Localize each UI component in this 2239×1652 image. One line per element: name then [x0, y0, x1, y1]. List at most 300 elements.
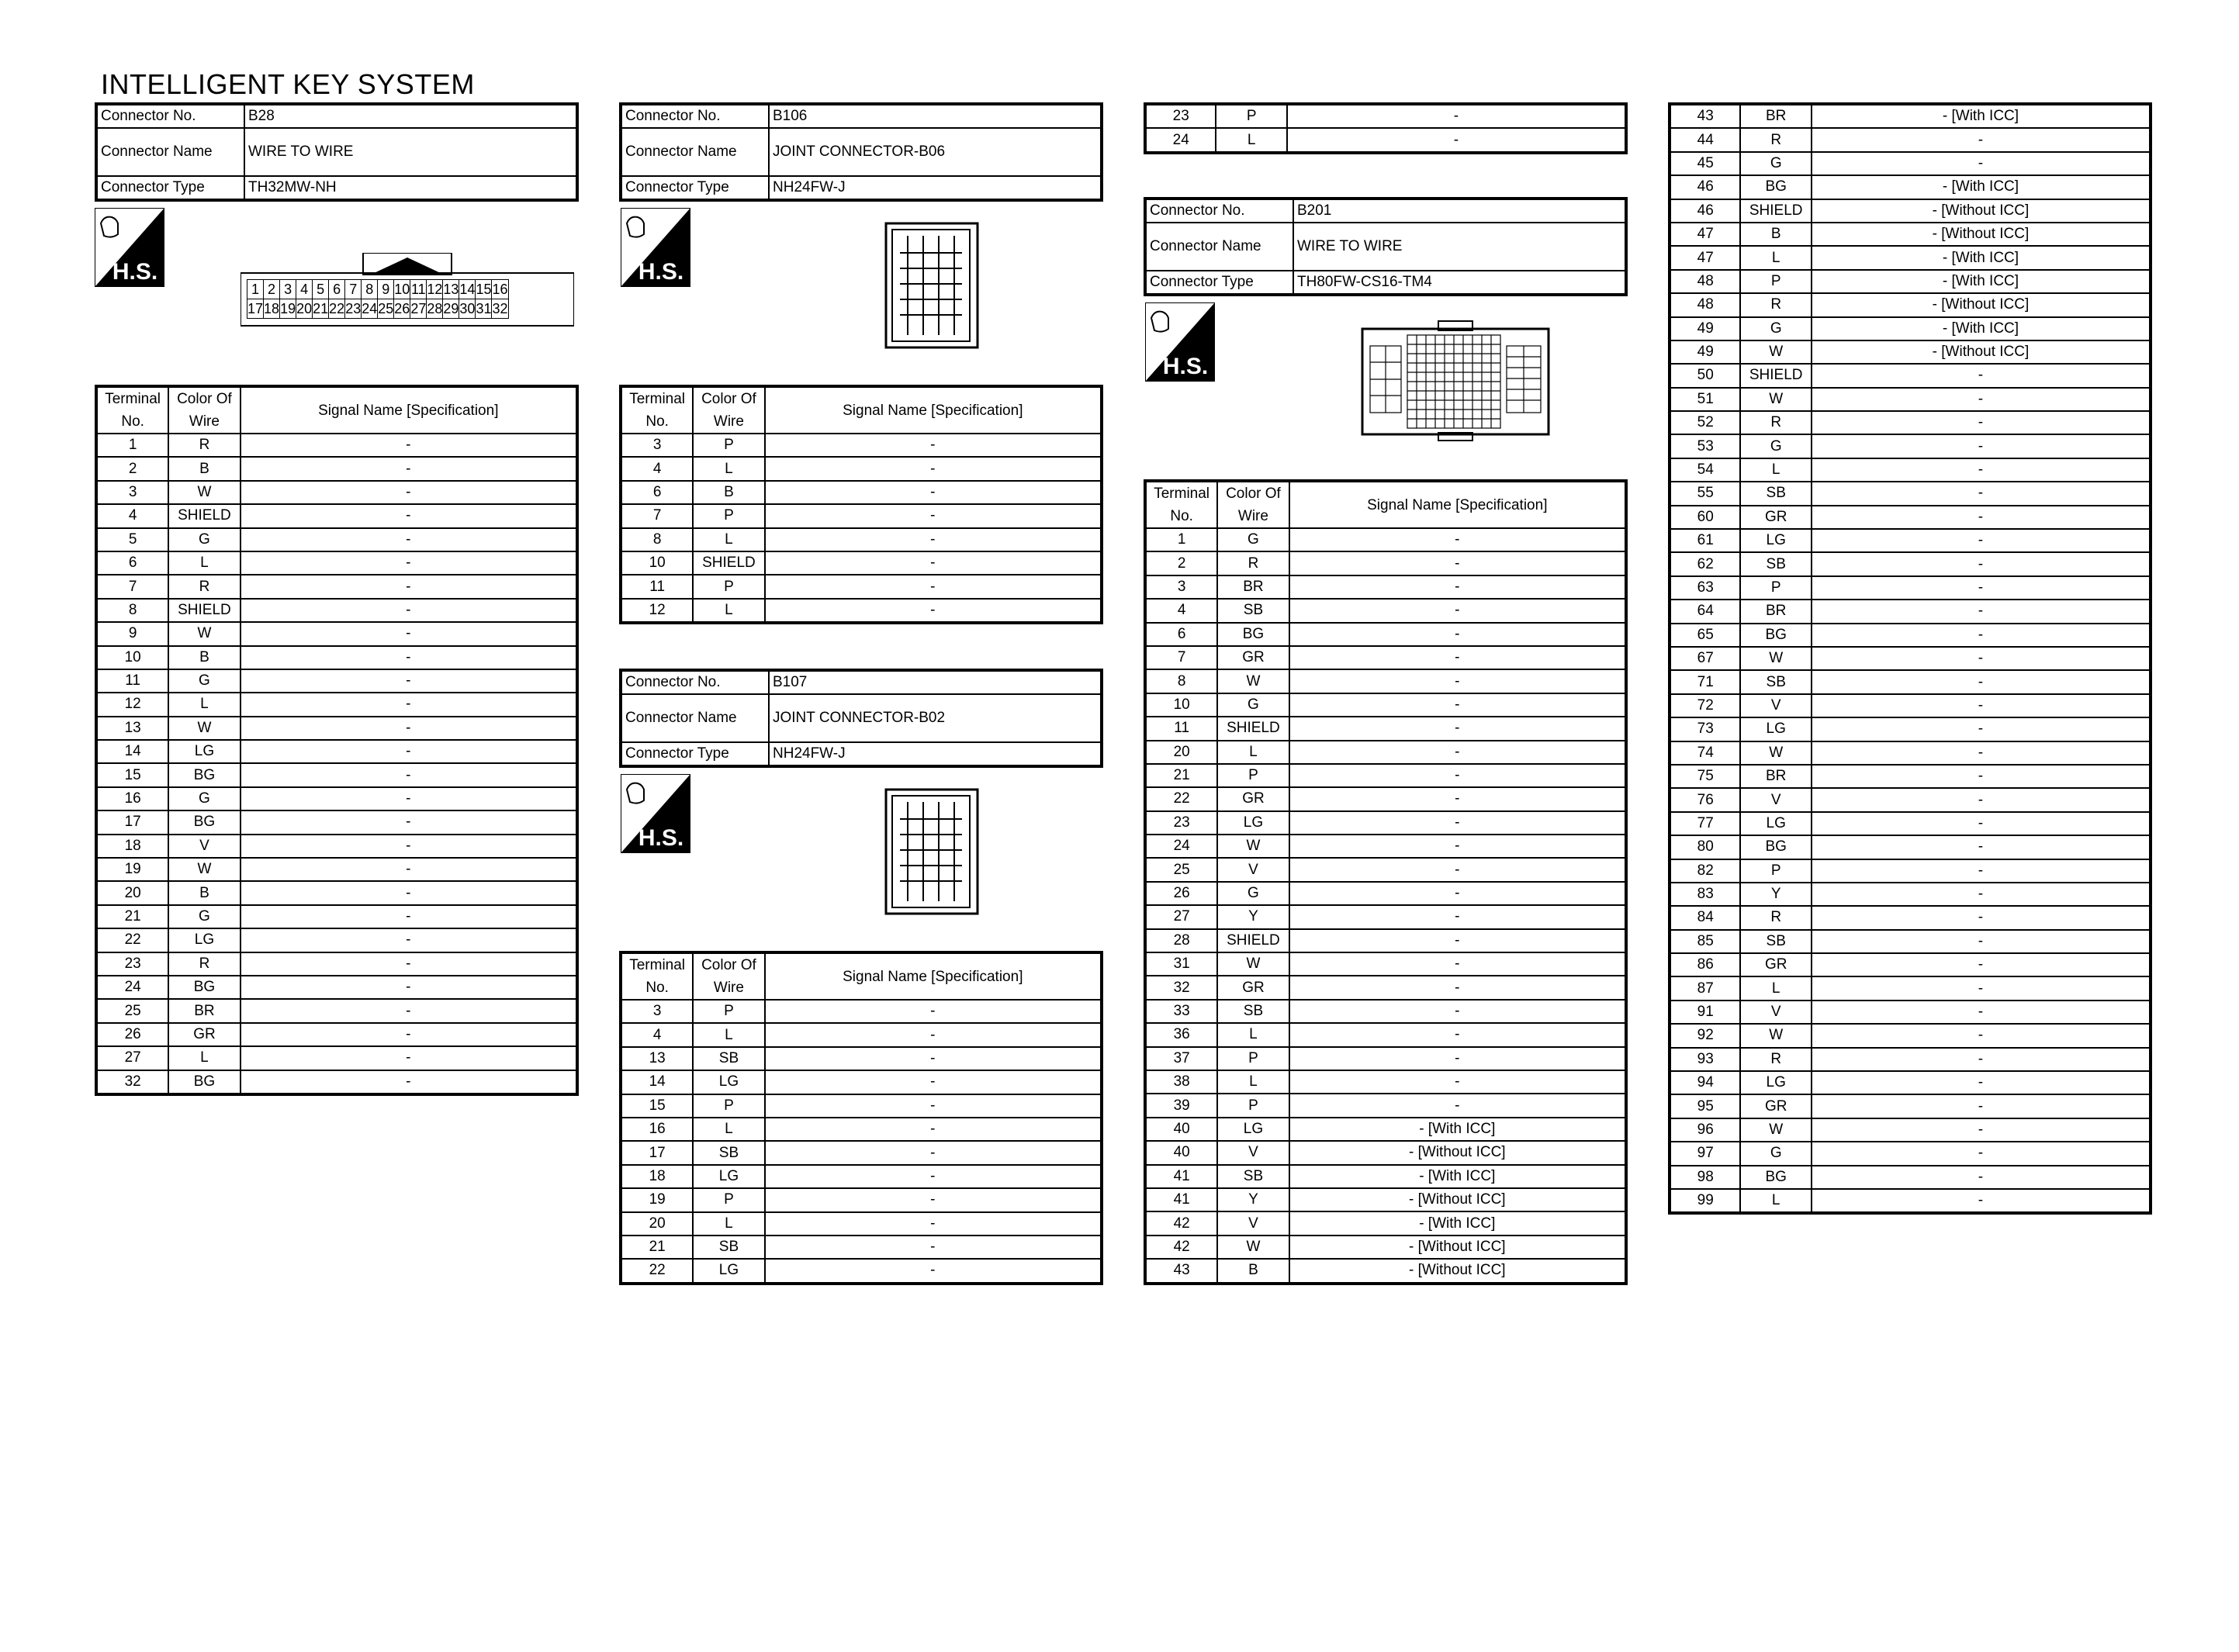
table-row [1670, 199, 2151, 223]
terminal-no-cell: 6 [621, 481, 693, 504]
table-row [1145, 1000, 1626, 1023]
signal-name-cell: - [241, 1046, 577, 1070]
signal-name-cell: - [1812, 388, 2151, 411]
terminal-no-cell: 32 [1145, 976, 1217, 999]
terminal-no-cell: 6 [1145, 623, 1217, 646]
signal-name-cell: - [1289, 528, 1626, 551]
wire-color-cell: L [1740, 246, 1811, 269]
table-row [1145, 717, 1626, 740]
connector-info-b201 [1144, 197, 1628, 296]
table-row [621, 1141, 1102, 1164]
terminal-no-cell: 20 [1145, 741, 1217, 764]
wire-color-cell: W [168, 481, 240, 504]
signal-name-cell: - [241, 905, 577, 928]
signal-name-cell: - [765, 1236, 1102, 1259]
wire-color-cell: L [693, 457, 764, 480]
wire-color-cell: L [168, 551, 240, 575]
wire-color-cell: W [1217, 952, 1289, 976]
wire-color-cell: SB [1740, 482, 1811, 505]
signal-name-cell: - [1812, 1071, 2151, 1094]
wire-color-cell: LG [1740, 529, 1811, 552]
table-row [1670, 1024, 2151, 1047]
terminal-no-cell: 3 [621, 434, 693, 457]
table-row [96, 622, 577, 645]
terminal-no-cell: 22 [1145, 787, 1217, 810]
terminal-no-cell: 46 [1670, 175, 1740, 199]
header-color: Color Of Wire [1217, 481, 1289, 528]
terminal-no-cell: 1 [96, 434, 168, 457]
terminal-table-b107 [619, 951, 1103, 1285]
signal-name-cell: - [765, 434, 1102, 457]
table-row [1145, 811, 1626, 835]
table-row [1145, 669, 1626, 693]
wire-color-cell: R [1740, 128, 1811, 151]
wire-color-cell: L [1740, 458, 1811, 482]
signal-name-cell: - [765, 1023, 1102, 1046]
wire-color-cell: W [1740, 340, 1811, 364]
table-row [1145, 976, 1626, 999]
signal-name-cell: - [Without ICC] [1812, 340, 2151, 364]
table-row [621, 551, 1102, 575]
signal-name-cell: - [241, 528, 577, 551]
signal-name-cell: - [241, 787, 577, 810]
table-row [96, 693, 577, 716]
table-row [1145, 741, 1626, 764]
header-terminal: Terminal No. [96, 386, 168, 434]
signal-name-cell: - [1289, 623, 1626, 646]
wire-color-cell: BG [1740, 624, 1811, 647]
wire-color-cell: P [1216, 104, 1286, 128]
signal-name-cell: - [1812, 883, 2151, 906]
signal-name-cell: - [1812, 506, 2151, 529]
terminal-no-cell: 84 [1670, 906, 1740, 929]
terminal-no-cell: 42 [1145, 1236, 1217, 1259]
terminal-no-cell: 25 [96, 999, 168, 1022]
wire-color-cell: G [1740, 152, 1811, 175]
label-connector-type: Connector Type [621, 176, 769, 200]
table-row [1145, 1188, 1626, 1211]
signal-name-cell: - [765, 504, 1102, 527]
connector-pin: 4 [296, 280, 313, 299]
wire-color-cell: W [168, 858, 240, 881]
terminal-no-cell: 26 [1145, 882, 1217, 905]
terminal-no-cell: 8 [96, 599, 168, 622]
terminal-no-cell: 14 [621, 1070, 693, 1094]
table-row [1670, 670, 2151, 693]
signal-name-cell: - [241, 835, 577, 858]
table-row [1670, 1118, 2151, 1142]
signal-name-cell: - [1812, 1048, 2151, 1071]
terminal-no-cell: 54 [1670, 458, 1740, 482]
table-row [1670, 175, 2151, 199]
wire-color-cell: L [168, 693, 240, 716]
wire-color-cell: R [1740, 293, 1811, 316]
table-row [1670, 788, 2151, 811]
table-row [96, 599, 577, 622]
table-row [1670, 1166, 2151, 1189]
signal-name-cell: - [1289, 646, 1626, 669]
table-row [96, 976, 577, 999]
connector-pin: 13 [443, 280, 459, 299]
table-row [621, 1259, 1102, 1283]
signal-name-cell: - [1289, 905, 1626, 928]
connector-pin: 18 [264, 299, 280, 319]
wire-color-cell: B [168, 457, 240, 480]
wire-color-cell: BG [1740, 175, 1811, 199]
wire-color-cell: SB [1217, 599, 1289, 622]
table-row [621, 1023, 1102, 1046]
signal-name-cell: - [Without ICC] [1289, 1141, 1626, 1164]
connector-pin: 1 [247, 280, 264, 299]
table-row [1145, 787, 1626, 810]
table-row [1670, 1189, 2151, 1213]
signal-name-cell: - [1812, 1001, 2151, 1024]
terminal-no-cell: 16 [96, 787, 168, 810]
wire-color-cell: W [168, 622, 240, 645]
table-row [1145, 1094, 1626, 1117]
wire-color-cell: V [1740, 788, 1811, 811]
table-row [1670, 529, 2151, 552]
connector-pin: 2 [264, 280, 280, 299]
connector-pin: 31 [476, 299, 492, 319]
terminal-no-cell: 49 [1670, 340, 1740, 364]
terminal-no-cell: 47 [1670, 223, 1740, 246]
table-row [1145, 646, 1626, 669]
connector-no-value: B201 [1293, 199, 1626, 223]
table-row [621, 1000, 1102, 1023]
table-row [621, 575, 1102, 598]
signal-name-cell: - [241, 740, 577, 763]
terminal-no-cell: 48 [1670, 293, 1740, 316]
signal-name-cell: - [241, 858, 577, 881]
terminal-no-cell: 41 [1145, 1188, 1217, 1211]
table-row [96, 551, 577, 575]
signal-name-cell: - [Without ICC] [1812, 223, 2151, 246]
wire-color-cell: W [1740, 1118, 1811, 1142]
table-row [1670, 364, 2151, 387]
signal-name-cell: - [1812, 600, 2151, 623]
table-row [1670, 293, 2151, 316]
table-row [1670, 152, 2151, 175]
table-row [1145, 1141, 1626, 1164]
signal-name-cell: - [765, 1165, 1102, 1188]
signal-name-cell: - [1289, 835, 1626, 858]
signal-name-cell: - [1812, 976, 2151, 1000]
table-row [1670, 576, 2151, 600]
table-row [1145, 835, 1626, 858]
signal-name-cell: - [1812, 458, 2151, 482]
connector-pin: 16 [492, 280, 508, 299]
table-row [1145, 551, 1626, 575]
terminal-no-cell: 7 [1145, 646, 1217, 669]
terminal-no-cell: 43 [1145, 1259, 1217, 1283]
terminal-no-cell: 67 [1670, 647, 1740, 670]
wire-color-cell: W [1740, 1024, 1811, 1047]
table-row [96, 1070, 577, 1094]
wire-color-cell: R [1740, 411, 1811, 434]
signal-name-cell: - [1289, 882, 1626, 905]
terminal-no-cell: 31 [1145, 952, 1217, 976]
wire-color-cell: B [1740, 223, 1811, 246]
hs-harness-side-icon [1145, 302, 1215, 382]
signal-name-cell: - [241, 551, 577, 575]
wire-color-cell: G [1217, 693, 1289, 717]
wire-color-cell: W [1740, 388, 1811, 411]
terminal-no-cell: 24 [1145, 835, 1217, 858]
terminal-no-cell: 27 [96, 1046, 168, 1070]
terminal-no-cell: 93 [1670, 1048, 1740, 1071]
signal-name-cell: - [1812, 552, 2151, 575]
table-row [1670, 434, 2151, 458]
table-row [1145, 1236, 1626, 1259]
wire-color-cell: W [1740, 647, 1811, 670]
header-signal: Signal Name [Specification] [765, 952, 1102, 1000]
signal-name-cell: - [Without ICC] [1289, 1236, 1626, 1259]
wire-color-cell: R [1217, 551, 1289, 575]
terminal-no-cell: 96 [1670, 1118, 1740, 1142]
connector-pin: 20 [296, 299, 313, 319]
connector-pin: 32 [492, 299, 508, 319]
wire-color-cell: V [1217, 1141, 1289, 1164]
wire-color-cell: B [168, 881, 240, 904]
wire-color-cell: SB [1740, 552, 1811, 575]
signal-name-cell: - [1812, 788, 2151, 811]
signal-name-cell: - [241, 999, 577, 1022]
wire-color-cell: SHIELD [693, 551, 764, 575]
terminal-no-cell: 55 [1670, 482, 1740, 505]
table-row [96, 457, 577, 480]
connector-name-value: JOINT CONNECTOR-B06 [769, 128, 1102, 176]
connector-pin: 19 [280, 299, 296, 319]
wire-color-cell: W [1217, 1236, 1289, 1259]
terminal-no-cell: 83 [1670, 883, 1740, 906]
terminal-table-b201 [1144, 479, 1628, 1285]
signal-name-cell: - [1812, 670, 2151, 693]
wire-color-cell: L [693, 1023, 764, 1046]
signal-name-cell: - [Without ICC] [1289, 1259, 1626, 1283]
signal-name-cell: - [241, 669, 577, 693]
terminal-no-cell: 1 [1145, 528, 1217, 551]
signal-name-cell: - [1812, 859, 2151, 883]
connector-pin: 6 [329, 280, 345, 299]
terminal-no-cell: 3 [1145, 575, 1217, 599]
table-row [1670, 482, 2151, 505]
table-row [621, 1236, 1102, 1259]
wire-color-cell: L [168, 1046, 240, 1070]
connector-pin: 29 [443, 299, 459, 319]
signal-name-cell: - [1812, 812, 2151, 835]
terminal-no-cell: 4 [621, 457, 693, 480]
table-row [96, 999, 577, 1022]
table-row [1670, 1094, 2151, 1118]
terminal-no-cell: 73 [1670, 717, 1740, 741]
terminal-no-cell: 3 [621, 1000, 693, 1023]
wire-color-cell: L [1216, 128, 1286, 152]
signal-name-cell: - [765, 1047, 1102, 1070]
terminal-no-cell: 52 [1670, 411, 1740, 434]
terminal-no-cell: 23 [1145, 811, 1217, 835]
header-terminal: Terminal No. [621, 386, 693, 434]
wire-color-cell: SHIELD [168, 504, 240, 527]
terminal-no-cell: 49 [1670, 317, 1740, 340]
table-row [1670, 883, 2151, 906]
terminal-no-cell: 47 [1670, 246, 1740, 269]
terminal-table-b106 [619, 385, 1103, 624]
connector-no-value: B107 [769, 670, 1102, 694]
signal-name-cell: - [Without ICC] [1812, 293, 2151, 316]
signal-name-cell: - [765, 575, 1102, 598]
hs-label: H.S. [112, 259, 158, 285]
label-connector-name: Connector Name [1145, 223, 1293, 271]
terminal-no-cell: 76 [1670, 788, 1740, 811]
terminal-no-cell: 94 [1670, 1071, 1740, 1094]
connector-pin: 7 [345, 280, 362, 299]
terminal-no-cell: 18 [96, 835, 168, 858]
signal-name-cell: - [241, 952, 577, 976]
table-row [1670, 859, 2151, 883]
wire-color-cell: L [1217, 1023, 1289, 1046]
terminal-no-cell: 14 [96, 740, 168, 763]
table-row [1670, 694, 2151, 717]
signal-name-cell: - [1812, 152, 2151, 175]
table-row [1145, 693, 1626, 717]
terminal-no-cell: 23 [1145, 104, 1216, 128]
table-row [96, 952, 577, 976]
connector-pin: 26 [394, 299, 410, 319]
signal-name-cell: - [765, 481, 1102, 504]
table-row [621, 1212, 1102, 1236]
connector-name-value: JOINT CONNECTOR-B02 [769, 694, 1102, 742]
connector-info-b106 [619, 102, 1103, 202]
table-row [96, 575, 577, 598]
wire-color-cell: LG [168, 928, 240, 952]
table-row [1670, 1142, 2151, 1165]
signal-name-cell: - [1287, 104, 1626, 128]
table-row [1145, 905, 1626, 928]
signal-name-cell: - [1812, 624, 2151, 647]
table-row [96, 669, 577, 693]
label-connector-type: Connector Type [1145, 271, 1293, 295]
wire-color-cell: BG [168, 763, 240, 786]
terminal-no-cell: 37 [1145, 1047, 1217, 1070]
terminal-no-cell: 32 [96, 1070, 168, 1094]
signal-name-cell: - [With ICC] [1812, 317, 2151, 340]
terminal-no-cell: 15 [621, 1094, 693, 1118]
signal-name-cell: - [241, 434, 577, 457]
terminal-no-cell: 62 [1670, 552, 1740, 575]
wire-color-cell: BG [1217, 623, 1289, 646]
wire-color-cell: LG [168, 740, 240, 763]
connector-pin: 9 [378, 280, 394, 299]
signal-name-cell: - [1289, 976, 1626, 999]
table-row [1145, 1211, 1626, 1235]
signal-name-cell: - [1289, 929, 1626, 952]
signal-name-cell: - [1289, 764, 1626, 787]
connector-pin: 12 [427, 280, 443, 299]
table-row [96, 810, 577, 834]
table-row [1670, 1048, 2151, 1071]
table-row [1670, 717, 2151, 741]
wire-color-cell: V [1740, 694, 1811, 717]
wire-color-cell: R [1740, 906, 1811, 929]
signal-name-cell: - [1812, 741, 2151, 765]
signal-name-cell: - [765, 599, 1102, 623]
wire-color-cell: LG [1740, 1071, 1811, 1094]
wire-color-cell: SHIELD [1217, 929, 1289, 952]
signal-name-cell: - [241, 693, 577, 716]
signal-name-cell: - [765, 1000, 1102, 1023]
table-row [1670, 104, 2151, 128]
wire-color-cell: P [1740, 270, 1811, 293]
hs-harness-side-icon [95, 208, 164, 287]
signal-name-cell: - [765, 1259, 1102, 1283]
signal-name-cell: - [241, 457, 577, 480]
table-row [621, 504, 1102, 527]
table-row [1145, 764, 1626, 787]
connector-pin: 25 [378, 299, 394, 319]
signal-name-cell: - [1812, 1166, 2151, 1189]
wire-color-cell: W [1217, 669, 1289, 693]
wire-color-cell: LG [693, 1070, 764, 1094]
page-title: INTELLIGENT KEY SYSTEM [101, 68, 475, 100]
wire-color-cell: P [1217, 1094, 1289, 1117]
terminal-table-b107-continued [1144, 102, 1628, 154]
signal-name-cell: - [1289, 551, 1626, 575]
wire-color-cell: L [693, 1212, 764, 1236]
terminal-no-cell: 20 [621, 1212, 693, 1236]
table-row [96, 646, 577, 669]
table-row [96, 1023, 577, 1046]
terminal-no-cell: 5 [96, 528, 168, 551]
wire-color-cell: L [693, 1118, 764, 1141]
signal-name-cell: - [765, 457, 1102, 480]
signal-name-cell: - [With ICC] [1289, 1165, 1626, 1188]
signal-name-cell: - [With ICC] [1289, 1211, 1626, 1235]
signal-name-cell: - [1289, 575, 1626, 599]
header-signal: Signal Name [Specification] [765, 386, 1102, 434]
terminal-no-cell: 53 [1670, 434, 1740, 458]
connector-pin: 8 [362, 280, 378, 299]
signal-name-cell: - [1812, 765, 2151, 788]
wire-color-cell: V [1740, 1001, 1811, 1024]
wire-color-cell: GR [1740, 506, 1811, 529]
signal-name-cell: - [1289, 717, 1626, 740]
wire-color-cell: BG [1740, 1166, 1811, 1189]
table-row [1145, 528, 1626, 551]
signal-name-cell: - [1812, 1142, 2151, 1165]
hs-label: H.S. [638, 825, 684, 851]
terminal-no-cell: 8 [1145, 669, 1217, 693]
table-row [96, 504, 577, 527]
terminal-no-cell: 18 [621, 1165, 693, 1188]
terminal-no-cell: 26 [96, 1023, 168, 1046]
wire-color-cell: P [693, 575, 764, 598]
label-connector-name: Connector Name [621, 694, 769, 742]
wire-color-cell: Y [1217, 1188, 1289, 1211]
signal-name-cell: - [1289, 669, 1626, 693]
table-row [1670, 458, 2151, 482]
signal-name-cell: - [1289, 1000, 1626, 1023]
terminal-no-cell: 4 [1145, 599, 1217, 622]
wire-color-cell: SB [693, 1141, 764, 1164]
wire-color-cell: LG [1217, 1118, 1289, 1141]
wire-color-cell: G [1740, 317, 1811, 340]
wire-color-cell: L [693, 599, 764, 623]
terminal-no-cell: 74 [1670, 741, 1740, 765]
hs-label: H.S. [1162, 354, 1209, 379]
signal-name-cell: - [241, 646, 577, 669]
wire-color-cell: BR [1740, 765, 1811, 788]
